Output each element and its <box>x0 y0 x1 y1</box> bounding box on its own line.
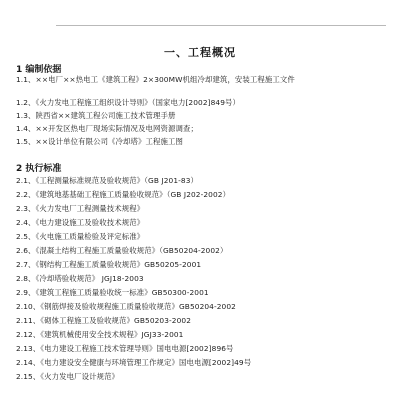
section-heading-basis: 1 编制依据 <box>16 65 62 75</box>
basis-item: 1.3、陕西省××建筑工程公司施工技术管理手册 <box>16 111 176 120</box>
standard-item: 2.5、《火电施工质量检验及评定标准》 <box>16 232 145 241</box>
standard-item: 2.4、《电力建设施工及验收技术规范》 <box>16 218 145 227</box>
standard-item: 2.2、《建筑地基基础工程施工质量验收规范》（GB J202-2002） <box>16 190 231 199</box>
standard-item: 2.11、《砌体工程施工及验收规范》GB50203-2002 <box>16 316 192 325</box>
basis-item: 1.2、《火力发电工程施工组织设计导则》（国家电力[2002]849号） <box>16 98 241 107</box>
standard-item: 2.12、《建筑机械使用安全技术规程》JGJ33-2001 <box>16 330 184 339</box>
standard-item: 2.8、《冷却塔验收规范》 JGJ18-2003 <box>16 274 144 283</box>
basis-item: 1.1、××电厂××热电工《建筑工程》2×300MW机组冷却建筑，安装工程施工文件 <box>16 75 295 84</box>
document-title: 一、工程概况 <box>164 46 236 59</box>
standard-item: 2.15、《火力发电厂设计规范》 <box>16 372 120 381</box>
standard-item: 2.10、《钢筋焊接及验收规程施工质量验收规范》GB50204-2002 <box>16 302 236 311</box>
basis-item: 1.4、××开发区热电厂现场实际情况及电网资源调查； <box>16 124 198 133</box>
header-rule <box>56 25 386 26</box>
standard-item: 2.13、《电力建设工程施工技术管理导则》国电电源[2002]896号 <box>16 344 234 353</box>
section-heading-standards: 2 执行标准 <box>16 164 62 174</box>
standard-item: 2.9、《建筑工程施工质量验收统一标准》GB50300-2001 <box>16 288 209 297</box>
standard-item: 2.14、《电力建设安全健康与环境管理工作规定》国电电源[2002]49号 <box>16 358 252 367</box>
standard-item: 2.7、《钢结构工程施工质量验收规范》GB50205-2001 <box>16 260 202 269</box>
standard-item: 2.1、《工程测量标准规范及验收规范》（GB J201-83） <box>16 176 198 185</box>
standard-item: 2.3、《火力发电厂工程测量技术规程》 <box>16 204 145 213</box>
standard-item: 2.6、《混凝土结构工程施工质量验收规范》（GB50204-2002） <box>16 246 228 255</box>
basis-item: 1.5、××设计单位有限公司《冷却塔》工程施工图 <box>16 137 183 146</box>
